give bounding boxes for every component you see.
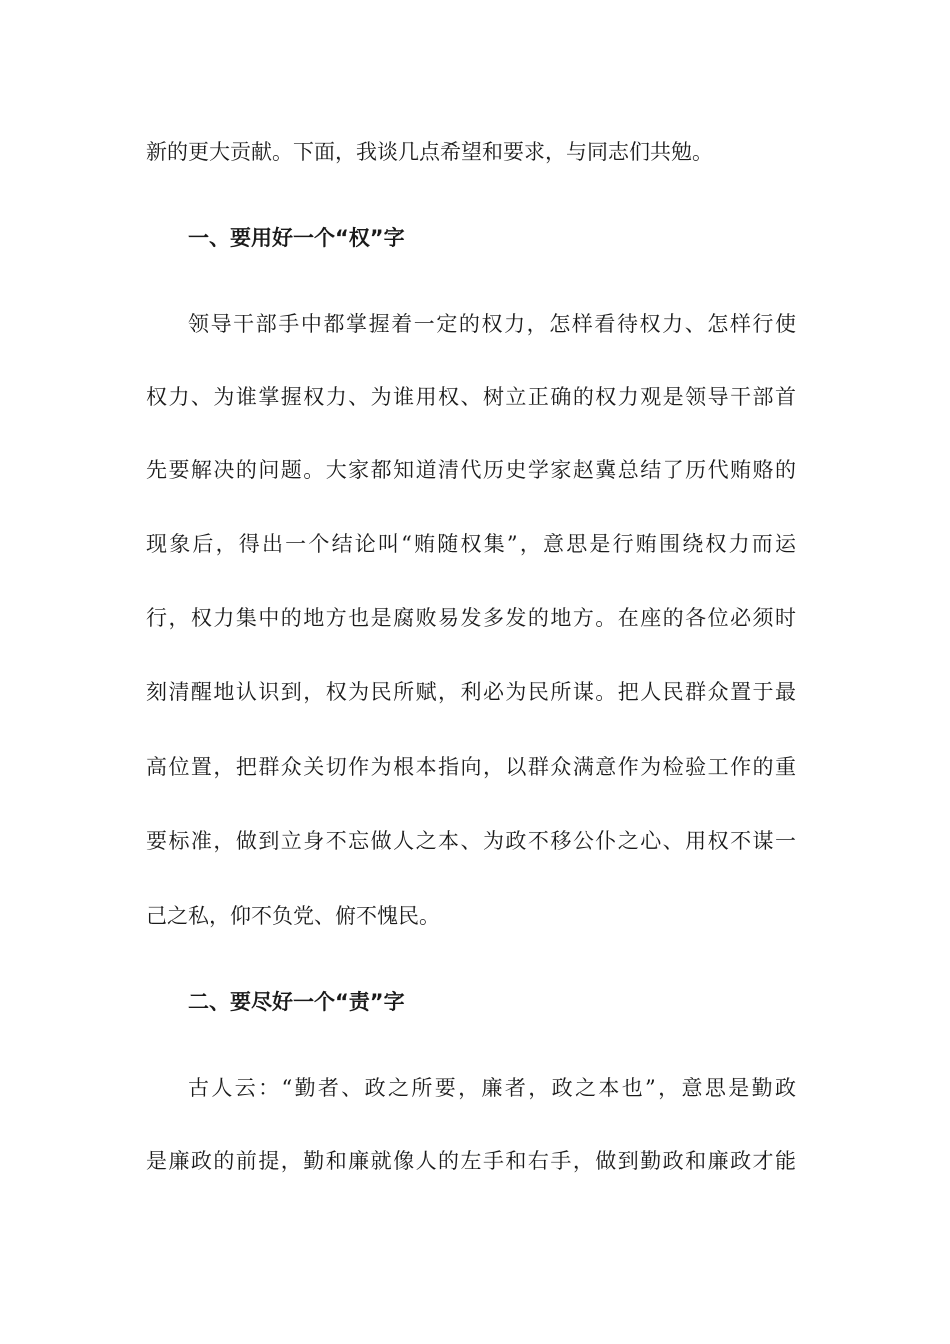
section1-line-7: 高位置，把群众关切作为根本指向，以群众满意作为检验工作的重 [146,755,796,779]
section2-line-2: 是廉政的前提，勤和廉就像人的左手和右手，做到勤政和廉政才能 [146,1149,796,1173]
section-heading-ze: 二、要尽好一个“责”字 [188,990,405,1014]
section1-line-5: 行，权力集中的地方也是腐败易发多发的地方。在座的各位必须时 [146,606,796,630]
intro-line-1: 新的更大贡献。下面，我谈几点希望和要求，与同志们共勉。 [146,140,713,164]
section1-line-1: 领导干部手中都掌握着一定的权力，怎样看待权力、怎样行使 [188,312,796,336]
section1-line-2: 权力、为谁掌握权力、为谁用权、树立正确的权力观是领导干部首 [146,385,796,409]
section1-line-4: 现象后，得出一个结论叫“贿随权集”，意思是行贿围绕权力而运 [146,532,796,556]
section2-line-1: 古人云：“勤者、政之所要，廉者，政之本也”，意思是勤政 [188,1076,796,1100]
section1-line-8: 要标准，做到立身不忘做人之本、为政不移公仆之心、用权不谋一 [146,829,796,853]
section1-line-3: 先要解决的问题。大家都知道清代历史学家赵冀总结了历代贿赂的 [146,458,796,482]
section1-line-9: 己之私，仰不负党、俯不愧民。 [146,904,440,928]
section1-line-6: 刻清醒地认识到，权为民所赋，利必为民所谋。把人民群众置于最 [146,680,796,704]
section-heading-quan: 一、要用好一个“权”字 [188,226,405,250]
